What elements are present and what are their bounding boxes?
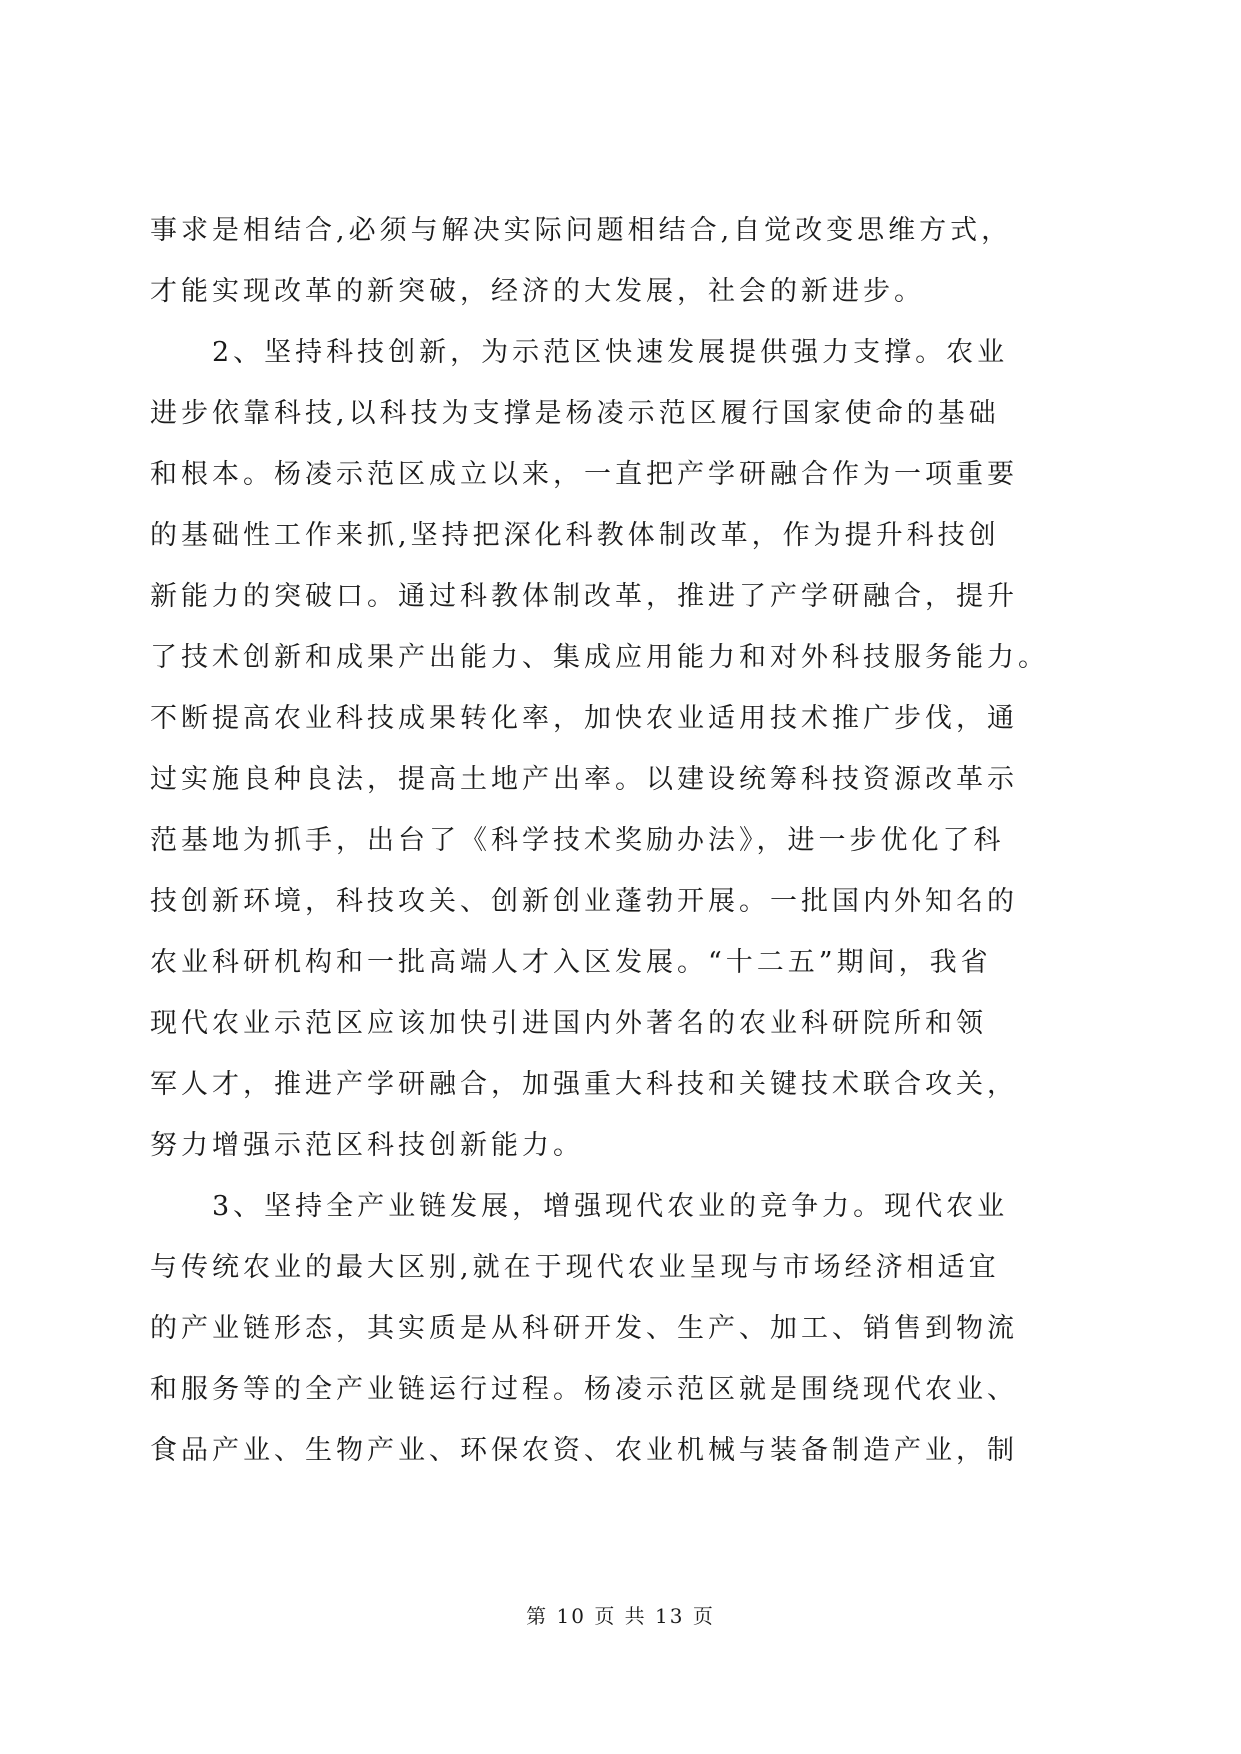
text-line-20: 和服务等的全产业链运行过程。杨凌示范区就是围绕现代农业、 <box>150 1374 1018 1405</box>
text-line-11: 范基地为抓手，出台了《科学技术奖励办法》，进一步优化了科 <box>150 825 1005 856</box>
text-line-13: 农业科研机构和一批高端人才入区发展。“十二五”期间，我省 <box>150 947 992 978</box>
text-line-16: 努力增强示范区科技创新能力。 <box>150 1130 584 1161</box>
text-line-21: 食品产业、生物产业、环保农资、农业机械与装备制造产业，制 <box>150 1435 1018 1466</box>
text-line-3: 2、坚持科技创新，为示范区快速发展提供强力支撑。农业 <box>212 337 1009 368</box>
text-line-9: 不断提高农业科技成果转化率，加快农业适用技术推广步伐，通 <box>150 703 1018 734</box>
text-line-15: 军人才，推进产学研融合，加强重大科技和关键技术联合攻关， <box>150 1069 1018 1100</box>
text-line-17: 3、坚持全产业链发展，增强现代农业的竞争力。现代农业 <box>212 1191 1009 1222</box>
text-line-4: 进步依靠科技,以科技为支撑是杨凌示范区履行国家使命的基础 <box>150 398 1000 429</box>
text-line-14: 现代农业示范区应该加快引进国内外著名的农业科研院所和领 <box>150 1008 987 1039</box>
text-line-19: 的产业链形态，其实质是从科研开发、生产、加工、销售到物流 <box>150 1313 1018 1344</box>
text-line-7: 新能力的突破口。通过科教体制改革，推进了产学研融合，提升 <box>150 581 1018 612</box>
text-line-10: 过实施良种良法，提高土地产出率。以建设统筹科技资源改革示 <box>150 764 1018 795</box>
text-line-1: 事求是相结合,必须与解决实际问题相结合,自觉改变思维方式， <box>150 215 1013 246</box>
text-line-12: 技创新环境，科技攻关、创新创业蓬勃开展。一批国内外知名的 <box>150 886 1018 917</box>
text-line-8: 了技术创新和成果产出能力、集成应用能力和对外科技服务能力。 <box>150 642 1049 673</box>
text-line-18: 与传统农业的最大区别,就在于现代农业呈现与市场经济相适宜 <box>150 1252 1000 1283</box>
body-text <box>150 200 1085 1481</box>
text-line-5: 和根本。杨凌示范区成立以来，一直把产学研融合作为一项重要 <box>150 459 1018 490</box>
page-number-footer: 第 10 页 共 13 页 <box>526 1604 715 1628</box>
text-line-2: 才能实现改革的新突破，经济的大发展，社会的新进步。 <box>150 276 925 307</box>
text-line-6: 的基础性工作来抓,坚持把深化科教体制改革，作为提升科技创 <box>150 520 1000 551</box>
